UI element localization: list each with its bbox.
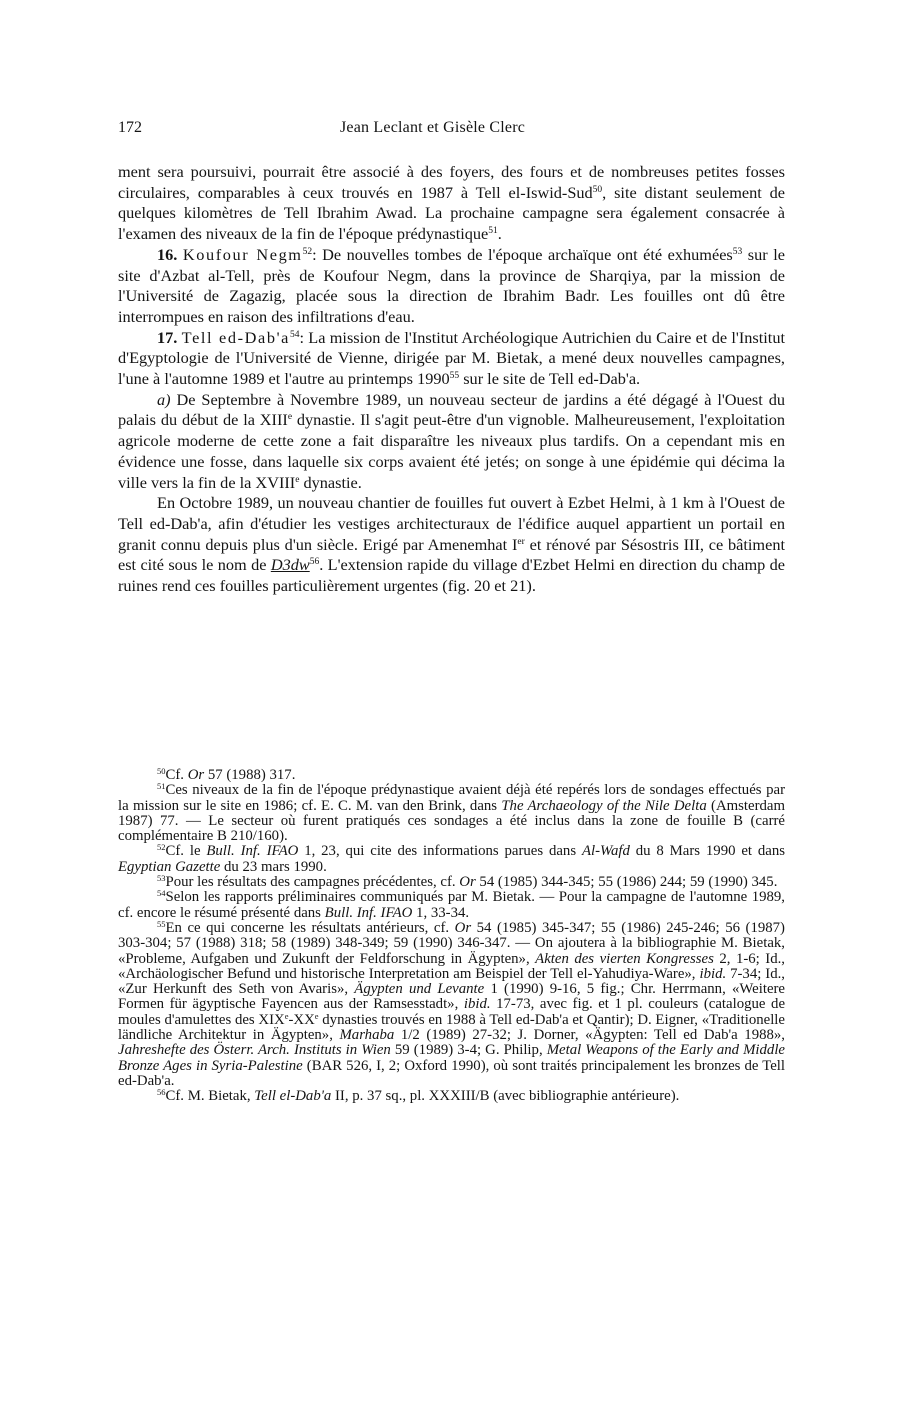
footnotes (118, 768, 785, 1105)
section-16 (118, 245, 785, 328)
text: : La mission de l'Institut Archéologique Autrichien du Caire et de l'Institut d'Egyptologie de l'Université de Vienne, dirigée par M. Bietak, a mené deux nouvelles campagnes, l'une à l'automne 1989 et l'autre au printemps 1990 (118, 327, 785, 389)
text: du 23 mars 1990. (220, 858, 327, 875)
superscript: e (295, 474, 300, 485)
footnote-ref-51: 51 (488, 226, 498, 237)
text: De Septembre à Novembre 1989, un nouveau secteur de jardins a été dégagé à l'Ouest du palais du début de la XIII (118, 389, 785, 430)
text: 1 (1990) 9-16, 5 fig.; Chr. Herrmann, «Weitere Formen für ägyptische Fayencen aus der Ramsesstadt», (118, 981, 786, 1013)
paragraph-a (118, 390, 785, 494)
footnote-51 (118, 783, 785, 844)
text: En ce qui concerne les résultats antérieurs, cf. (165, 919, 455, 936)
paragraph-continuation (118, 162, 785, 245)
footnote-52 (118, 844, 785, 875)
book-title: Tell el-Dab'a (254, 1088, 332, 1105)
text: 1, 23, qui cite des informations parues dans (298, 843, 582, 860)
footnote-number: 55 (157, 918, 166, 929)
footnote-ref-54: 54 (289, 329, 300, 340)
book-title: Metal Weapons of the Early and Middle Bronze Ages in Syria-Palestine (118, 1042, 785, 1074)
text: Cf. (165, 767, 188, 783)
journal-title: Bull. Inf. IFAO (324, 904, 413, 921)
journal-title: Or (187, 767, 205, 783)
ibid: ibid. (699, 965, 727, 982)
text: . L'extension rapide du village d'Ezbet Helmi en direction du champ de ruines rend ces fouilles particulièrement urgentes (fig. 20 et 21). (118, 555, 785, 596)
superscript: e (287, 412, 293, 423)
site-name: Koufour Negm (182, 244, 303, 264)
footnote-number: 50 (157, 766, 166, 776)
paragraph-october (118, 493, 785, 597)
journal-title: Or (454, 919, 472, 936)
journal-title: Egyptian Gazette (118, 858, 221, 875)
text: (Amsterdam 1987) 77. — Le secteur où furent pratiqués ces sondages a été inclus dans la zone de fouille B (carré complémentaire B 210/160). (118, 797, 785, 845)
text: . (497, 224, 502, 244)
text: Pour les résultats des campagnes précédentes, cf. (165, 874, 460, 891)
footnote-ref-55: 55 (449, 371, 460, 382)
superscript: er (517, 536, 525, 547)
text: (BAR 526, I, 2; Oxford 1990), où sont traités principalement les bronzes de Tell ed-Dab'a. (118, 1057, 785, 1089)
journal-title: Marhaba (339, 1027, 395, 1044)
text: : De nouvelles tombes de l'époque archaïque ont été exhumées (312, 244, 733, 264)
text: Cf. M. Bietak, (165, 1088, 255, 1105)
footnote-number: 52 (157, 842, 166, 853)
text: du 8 Mars 1990 et dans (629, 843, 786, 860)
text: Selon les rapports préliminaires communiqués par M. Bietak. — Pour la campagne de l'automne 1989, cf. encore le résumé présenté dans (118, 889, 785, 921)
footnote-ref-53: 53 (732, 246, 743, 257)
section-17 (118, 328, 785, 390)
superscript: e (314, 1010, 319, 1021)
footnote-number: 54 (157, 888, 166, 899)
site-name: Tell ed-Dab'a (181, 327, 290, 347)
footnote-56 (118, 1089, 785, 1104)
section-number: 17. (157, 327, 178, 347)
text: 1, 33-34. (412, 904, 470, 921)
text: dynastie. (299, 472, 362, 492)
footnote-50 (118, 768, 785, 783)
journal-title: Ägypten und Levante (354, 981, 485, 998)
page-number: 172 (118, 119, 142, 136)
text: dynasties trouvés en 1988 à Tell ed-Dab'a et Qantir); D. Eigner, «Traditionelle ländliche Architektur in Ägypten», (118, 1011, 785, 1044)
text: sur le site d'Azbat al-Tell, près de Koufour Negm, dans la province de Sharqiya, par la mission de l'Université de Zagazig, placée sous la direction de Ibrahim Badr. Les fouilles ont dû être interrompues en raison des infiltrations d'eau. (118, 244, 785, 326)
footnote-ref-56: 56 (309, 557, 320, 568)
journal-title: Al-Wafd (581, 843, 630, 860)
section-number: 16. (157, 244, 178, 264)
text: 17-73, avec fig. et 1 pl. couleurs (catalogue de moules d'amulettes des XIX (118, 996, 786, 1028)
text: 1/2 (1989) 27-32; J. Dorner, «Ägypten: Tell ed Dab'a 1988», (394, 1027, 785, 1044)
text: 57 (1988) 317. (204, 767, 296, 783)
text: dynastie. Il s'agit peut-être d'un vignoble. Malheureusement, l'exploitation agricole moderne de cette zone a fait disparaître les niveaux plus tardifs. On a cependant mis en évidence une fosse, dans laquelle six corps avaient été jetés; on songe à une épidémie qui décima la ville vers la fin de la XVIII (118, 410, 785, 492)
text: 54 (1985) 344-345; 55 (1986) 244; 59 (1990) 345. (475, 874, 778, 891)
text: sur le site de Tell ed-Dab'a. (459, 369, 641, 389)
ibid: ibid. (463, 996, 491, 1013)
footnote-ref-52: 52 (302, 246, 313, 257)
footnote-number: 51 (157, 781, 166, 792)
footnote-ref-50: 50 (592, 184, 603, 195)
journal-title: Jahreshefte des Österr. Arch. Instituts in Wien (118, 1042, 391, 1059)
item-label: a) (157, 389, 171, 409)
book-title: Akten des vierten Kongresses (535, 950, 714, 967)
text: 59 (1989) 3-4; G. Philip, (390, 1042, 547, 1059)
running-head: Jean Leclant et Gisèle Clerc (340, 119, 526, 136)
text: -XX (288, 1011, 315, 1028)
text: et rénové par Sésostris III, ce bâtiment est cité sous le nom de (118, 534, 785, 575)
transliteration: D3dw (270, 555, 310, 575)
text: , site distant seulement de quelques kilomètres de Tell Ibrahim Awad. La prochaine campagne sera également consacrée à l'examen des niveaux de la fin de l'époque prédynastique (118, 182, 786, 244)
text: En Octobre 1989, un nouveau chantier de fouilles fut ouvert à Ezbet Helmi, à 1 km à l'Ouest de Tell ed-Dab'a, afin d'étudier les vestiges architecturaux de l'édifice auquel appartient un portail en granit connu depuis plus d'un siècle. Erigé par Amenemhat I (118, 493, 785, 554)
superscript: e (284, 1010, 289, 1021)
text: 2, 1-6; Id., «Archäologischer Befund und historische Interpretation am Beispiel der Tell el-Yahudiya-Ware», (118, 950, 786, 982)
text: II, p. 37 sq., pl. XXXIII/B (avec bibliographie antérieure). (331, 1088, 680, 1105)
footnote-number: 56 (157, 1087, 166, 1098)
text: Cf. le (165, 843, 207, 860)
text: 54 (1985) 345-347; 55 (1986) 245-246; 56 (1987) 303-304; 57 (1988) 318; 58 (1989) 348-349; 59 (1990) 346-347. — On ajoutera à la bibliographie M. Bietak, «Probleme, Aufgaben und Zukunft der Feldforschung in Ägypten», (118, 919, 785, 967)
journal-title: Bull. Inf. IFAO (206, 843, 299, 860)
journal-title: Or (459, 874, 476, 891)
footnote-55 (118, 918, 786, 1089)
footnote-number: 53 (157, 873, 166, 884)
footnote-54 (118, 890, 785, 921)
text: Ces niveaux de la fin de l'époque prédynastique avaient déjà été repérés lors de sondages effectués par la mission sur le site en 1986; cf. E. C. M. van den Brink, dans (118, 782, 785, 814)
text: 7-34; Id., «Zur Herkunft des Seth von Avaris», (118, 965, 786, 998)
main-text (118, 162, 785, 597)
book-title: The Archaeology of the Nile Delta (501, 797, 707, 814)
text: ment sera poursuivi, pourrait être associé à des foyers, des fours et de nombreuses petites fosses circulaires, comparables à ceux trouvés en 1987 à Tell el-Iswid-Sud (118, 162, 785, 202)
